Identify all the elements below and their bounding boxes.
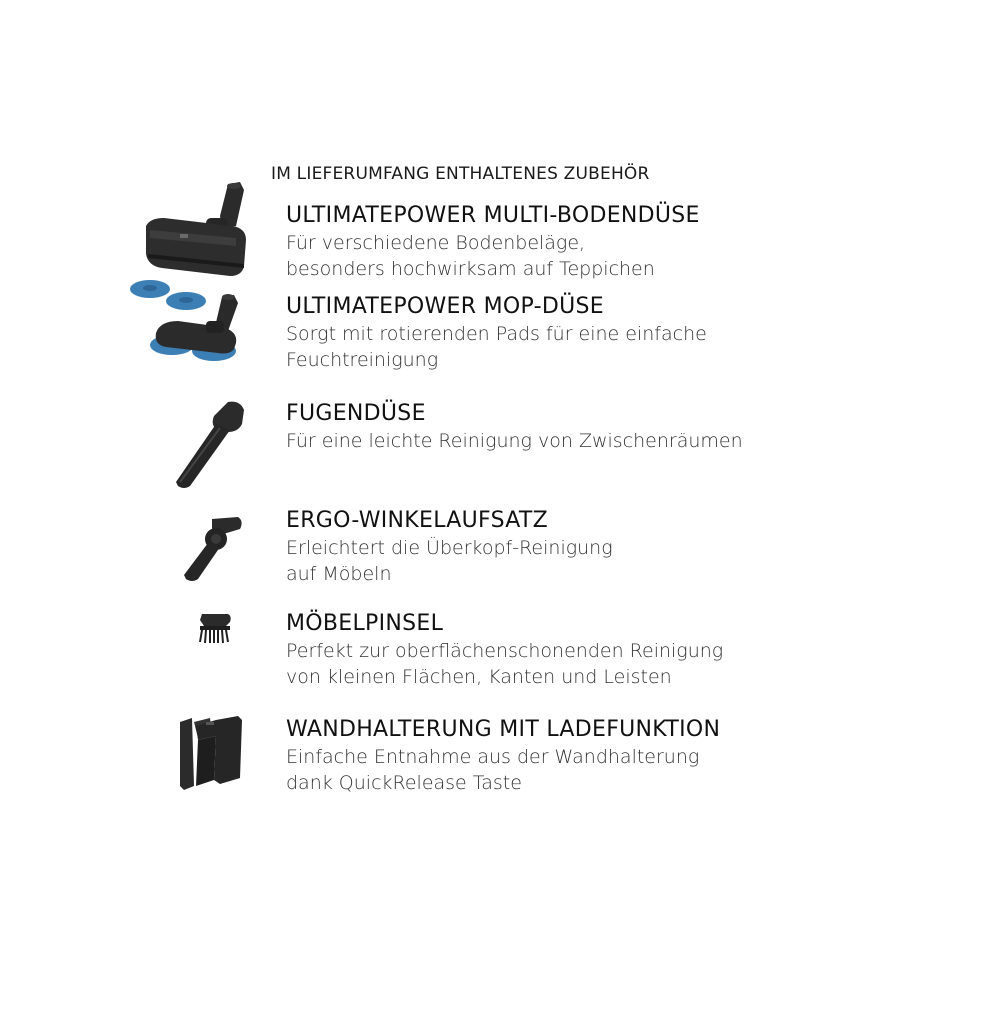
accessory-title: ULTIMATEPOWER MULTI-BODENDÜSE	[286, 203, 700, 228]
accessory-text	[286, 610, 723, 690]
accessory-description-line: Erleichtert die Überkopf-Reinigung	[286, 537, 613, 559]
floor-nozzle-icon	[140, 180, 255, 280]
mop-nozzle-icon	[126, 275, 246, 367]
accessory-text	[286, 507, 613, 587]
accessory-description-line: Für verschiedene Bodenbeläge,	[286, 232, 586, 254]
angle-adapter-icon	[176, 513, 246, 583]
wall-mount-icon	[176, 712, 246, 792]
accessory-title: ULTIMATEPOWER MOP-DÜSE	[286, 294, 604, 319]
accessory-text	[286, 293, 707, 373]
accessory-description-line: Perfekt zur oberflächenschonenden Reinigung	[286, 640, 724, 662]
dusting-brush-icon	[194, 612, 236, 646]
accessory-description-line: auf Möbeln	[286, 563, 392, 585]
accessory-description-line: besonders hochwirksam auf Teppichen	[286, 258, 655, 280]
accessory-description-line: Für eine leichte Reinigung von Zwischenräumen	[286, 430, 743, 452]
accessory-description-line: Einfache Entnahme aus der Wandhalterung	[286, 746, 700, 768]
accessory-description-line: von kleinen Flächen, Kanten und Leisten	[286, 666, 672, 688]
section-heading: IM LIEFERUMFANG ENTHALTENES ZUBEHÖR	[271, 164, 650, 184]
accessory-title: FUGENDÜSE	[286, 401, 426, 426]
accessory-title: WANDHALTERUNG MIT LADEFUNKTION	[286, 717, 721, 742]
accessory-text	[286, 716, 720, 796]
accessory-title: ERGO-WINKELAUFSATZ	[286, 508, 549, 533]
accessory-text	[286, 400, 743, 454]
accessory-description-line: Feuchtreinigung	[286, 349, 439, 371]
accessory-title: MÖBELPINSEL	[286, 611, 444, 636]
accessory-description-line: Sorgt mit rotierenden Pads für eine einfache	[286, 323, 707, 345]
accessory-description-line: dank QuickRelease Taste	[286, 772, 522, 794]
crevice-tool-icon	[170, 398, 250, 490]
accessory-text	[286, 202, 700, 282]
